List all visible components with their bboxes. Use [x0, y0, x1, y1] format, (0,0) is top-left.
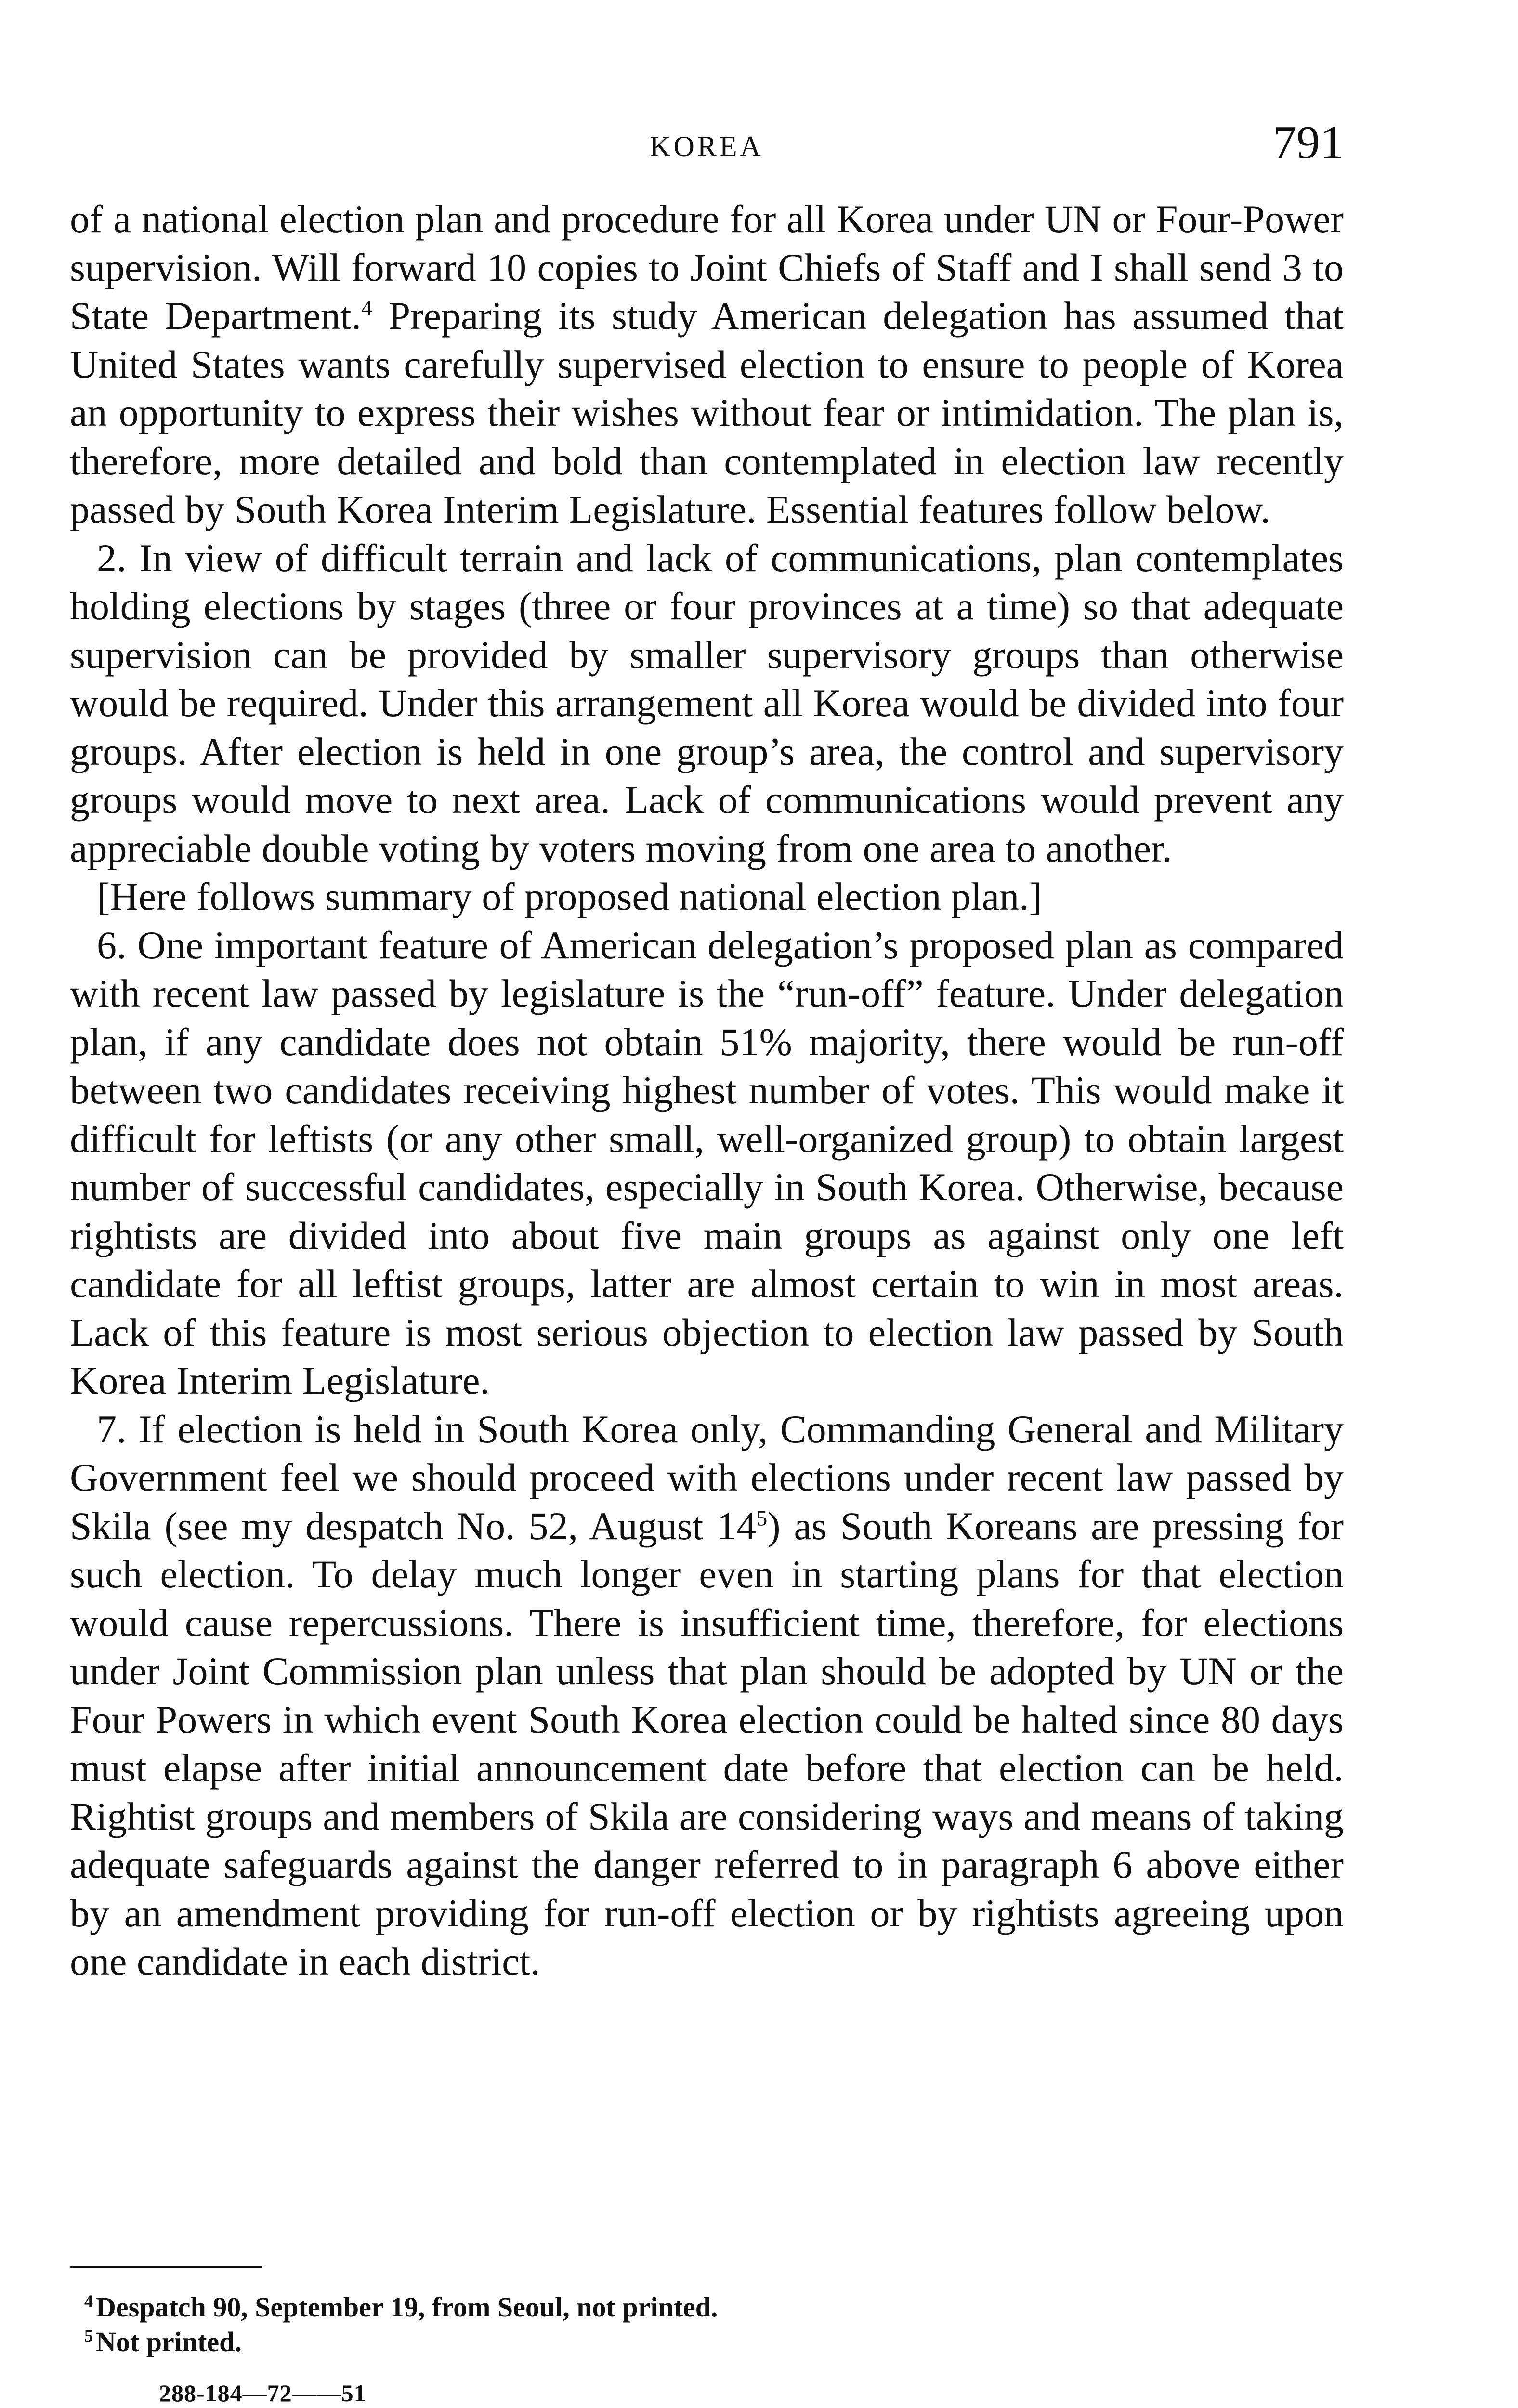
footnote-ref-5: 5	[756, 1505, 768, 1531]
footnote-text: Not printed.	[96, 2326, 242, 2357]
page-number: 791	[1273, 117, 1344, 169]
paragraph-2	[70, 534, 1344, 873]
running-head	[70, 116, 1344, 173]
paragraph-7-text: 7. If election is held in South Korea only, Commanding General and Military Government feel we should proceed with elections under recent law passed by Skila (see my despatch No. 52, August 14	[70, 1407, 1344, 1548]
footnote-text: Despatch 90, September 19, from Seoul, not printed.	[96, 2291, 718, 2323]
paragraph-1-text: of a national election plan and procedure for all Korea under UN or Four-Power supervision. Will forward 10 copies to Joint Chiefs of Staff and I shall send 3 to State Department.	[70, 197, 1344, 338]
paragraph-editorial-note	[70, 873, 1344, 921]
footnote-ref-4: 4	[361, 295, 373, 320]
paragraph-2-text: 2. In view of difficult terrain and lack of communications, plan contemplates holding elections by stages (three or four provinces at a time) so that adequate supervision can be provided by smaller supervisory groups than otherwise would be required. Under this arrangement all Korea would be divided into four groups. After election is held in one group’s area, the control and supervisory groups would move to next area. Lack of communications would prevent any appreciable double voting by voters moving from one area to another.	[70, 536, 1344, 870]
paragraph-7-text-after: ) as South Koreans are pressing for such election. To delay much longer even in starting plans for that election would cause repercussions. There is insufficient time, therefore, for elections under Joint Commission plan unless that plan should be adopted by UN or the Four Powers in which event South Korea election could be halted since 80 days must elapse after initial announcement date before that election can be held. Rightist groups and members of Skila are considering ways and means of taking adequate safeguards against the danger referred to in paragraph 6 above either by an amendment providing for run-off election or by rightists agreeing upon one candidate in each district.	[70, 1504, 1344, 1983]
paragraph-6-text: 6. One important feature of American delegation’s proposed plan as compared with recent law passed by legislature is the “run-off” feature. Under delegation plan, if any candidate does not obtain 51% majority, there would be run-off between two candidates receiving highest number of votes. This would make it difficult for leftists (or any other small, well-organized group) to obtain largest number of successful candidates, especially in South Korea. Otherwise, because rightists are divided into about five main groups as against only one left candidate for all leftist groups, latter are almost certain to win in most areas. Lack of this feature is most serious objection to election law passed by South Korea Interim Legislature.	[70, 923, 1344, 1402]
body-text	[70, 195, 1344, 1986]
printer-code: 288-184—72——51	[159, 2380, 366, 2407]
paragraph-1-text-after: Preparing its study American delegation has assumed that United States wants carefully supervised election to ensure to people of Korea an opportunity to express their wishes without fear or intimidation. The plan is, therefore, more detailed and bold than contemplated in election law recently passed by South Korea Interim Legislature. Essential features follow below.	[70, 294, 1344, 531]
paragraph-1	[70, 195, 1344, 534]
footnotes	[70, 2290, 1344, 2359]
footnote-5	[70, 2325, 1344, 2359]
footnote-mark: 5	[84, 2326, 93, 2345]
footnote-rule	[70, 2266, 262, 2268]
running-title: KOREA	[650, 131, 764, 162]
editorial-note-text: [Here follows summary of proposed national election plan.]	[97, 875, 1042, 918]
paragraph-7	[70, 1405, 1344, 1986]
footnote-4	[70, 2290, 1344, 2325]
paragraph-6	[70, 921, 1344, 1405]
footnote-mark: 4	[84, 2291, 93, 2311]
